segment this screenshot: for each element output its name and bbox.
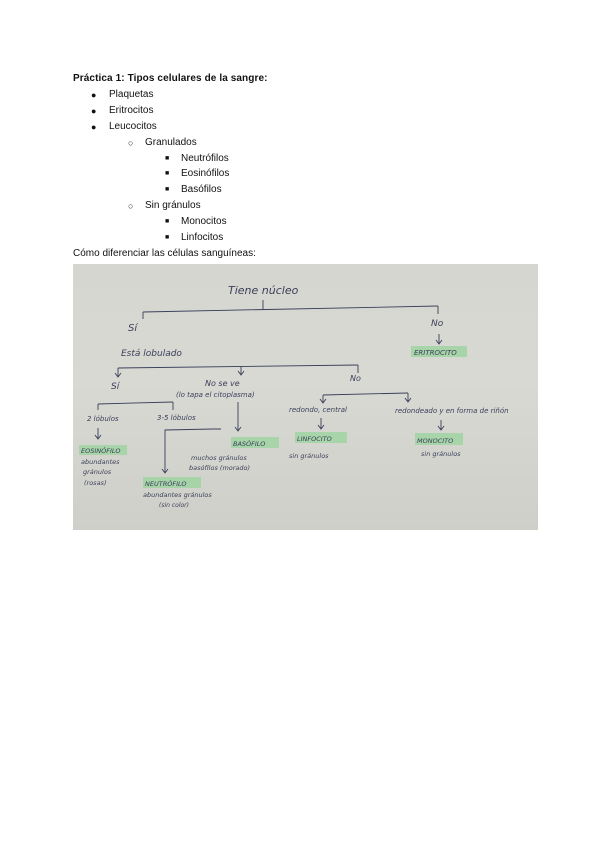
eritrocito-node: ERITROCITO (414, 349, 457, 357)
arrow-to-eosinofilo (95, 428, 101, 439)
eosinofilo-node: EOSINÓFILO (81, 447, 121, 455)
list-item-plaquetas: ● Plaquetas (91, 89, 154, 100)
arrow-si2 (115, 368, 121, 377)
list-item-leucocitos: ● Leucocitos (91, 121, 157, 132)
bullet-icon: ● (91, 122, 97, 132)
bullet-icon: ● (91, 90, 97, 100)
no2-node: No (350, 374, 361, 383)
root-node: Tiene núcleo (228, 284, 299, 297)
lobulado-branch-line (118, 365, 358, 368)
arrow-to-basofilo (235, 402, 241, 431)
monocito-node: MONOCITO (417, 437, 454, 445)
no-se-ve-sub: (lo tapa el citoplasma) (176, 391, 255, 399)
diagram-caption: Cómo diferenciar las células sanguíneas: (73, 248, 256, 259)
root-branch-line (143, 306, 438, 312)
circle-bullet-icon: ○ (128, 201, 134, 211)
square-bullet-icon: ■ (165, 234, 170, 241)
arrow-redondo (320, 395, 326, 403)
arrow-to-linfocito (318, 418, 324, 429)
list-item-sin-granulos: ○ Sin gránulos (128, 200, 201, 211)
list-item-granulados: ○ Granulados (128, 137, 197, 148)
rinon-node: redondeado y en forma de riñón (395, 407, 509, 415)
neutrofilo-node: NEUTRÓFILO (145, 480, 187, 488)
list-item-monocitos: ■ Monocitos (165, 216, 227, 227)
no2-branch-line (323, 393, 408, 395)
list-item-eritrocitos: ● Eritrocitos (91, 105, 154, 116)
list-item-eosinofilos: ■ Eosinófilos (165, 168, 230, 179)
square-bullet-icon: ■ (165, 186, 170, 193)
square-bullet-icon: ■ (165, 218, 170, 225)
neu-sub2: (sin color) (159, 502, 189, 509)
handwritten-flowchart-photo (73, 264, 538, 530)
si2-node: Sí (111, 382, 120, 392)
redondo-node: redondo, central (289, 406, 347, 414)
basofilo-sub2: basófilos (morado) (189, 464, 251, 472)
si-node: Sí (128, 323, 138, 334)
mono-sub: sin gránulos (421, 450, 461, 458)
si2-branch-line (98, 402, 173, 404)
flowchart-svg (73, 264, 538, 530)
arrow-to-eritrocito (436, 334, 442, 344)
neu-sub1: abundantes gránulos (143, 491, 212, 499)
tres-cinco-lobulos-node: 3-5 lóbulos (157, 414, 196, 422)
eos-sub2: gránulos (83, 468, 112, 476)
arrow-to-monocito (438, 420, 444, 430)
linfo-sub: sin gránulos (289, 452, 329, 460)
basofilo-node: BASÓFILO (233, 440, 266, 448)
list-item-linfocitos: ■ Linfocitos (165, 232, 224, 243)
eos-sub1: abundantes (81, 458, 120, 466)
dos-lobulos-node: 2 lóbulos (87, 415, 119, 423)
square-bullet-icon: ■ (165, 170, 170, 177)
page-title: Práctica 1: Tipos celulares de la sangre: (73, 73, 268, 84)
list-item-basofilos: ■ Basófilos (165, 184, 222, 195)
no-node: No (431, 319, 444, 329)
circle-bullet-icon: ○ (128, 138, 134, 148)
arrow-no-se-ve (238, 366, 244, 375)
arrow-rinon (405, 393, 411, 402)
esta-lobulado-node: Está lobulado (121, 349, 182, 359)
square-bullet-icon: ■ (165, 155, 170, 162)
bullet-icon: ● (91, 106, 97, 116)
no-se-ve-node: No se ve (205, 379, 240, 388)
eos-sub3: (rosas) (84, 479, 107, 487)
basofilo-sub1: muchos gránulos (191, 454, 247, 462)
list-item-neutrofilos: ■ Neutrófilos (165, 153, 229, 164)
linfocito-node: LINFOCITO (297, 435, 332, 443)
